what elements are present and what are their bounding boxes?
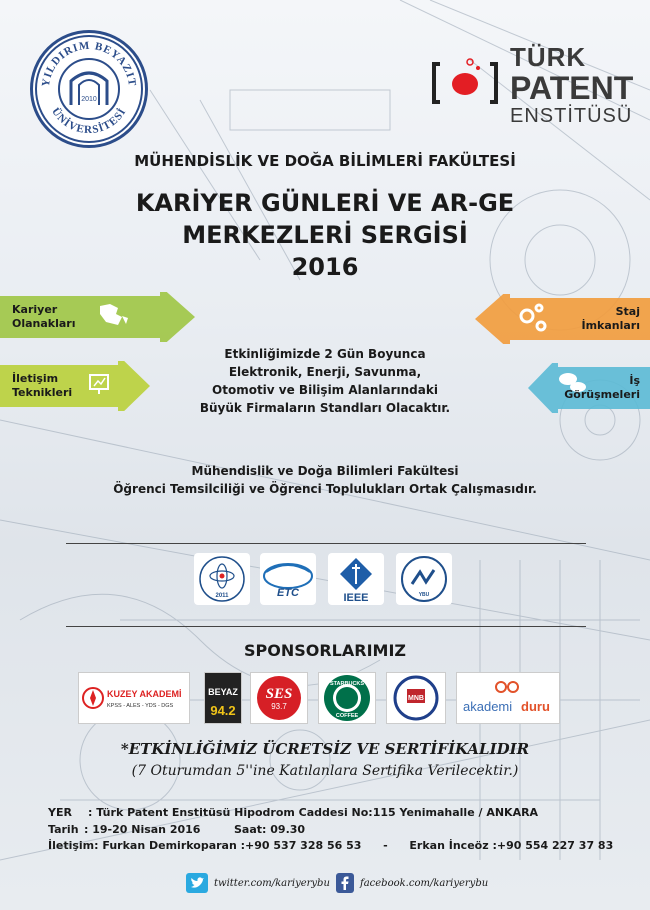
contact-label: İletişim: <box>48 839 99 852</box>
sponsor-beyaz <box>204 672 242 724</box>
partner-line3: ENSTİTÜSÜ <box>510 105 633 127</box>
arrow-staj-line1: Staj <box>615 305 640 318</box>
akademi-part1: akademi <box>463 699 513 714</box>
club-ybu-text: YBU <box>418 592 430 598</box>
contact-row <box>48 838 613 854</box>
faculty-heading: MÜHENDİSLİK VE DOĞA BİLİMLERİ FAKÜLTESİ <box>134 152 516 170</box>
date-label: Tarih <box>48 823 79 836</box>
title-line3: 2016 <box>291 253 359 281</box>
arrow-kariyer-line1: Kariyer <box>12 303 58 316</box>
partner-line2: PATENT <box>510 70 634 106</box>
club-logo-ybu <box>396 553 452 605</box>
siren-icon <box>336 687 358 709</box>
sponsor-ses <box>250 672 308 724</box>
intro-text <box>0 345 650 417</box>
sponsors-heading: SPONSORLARIMIZ <box>243 641 406 660</box>
date-row <box>48 822 305 838</box>
organizers-line: Öğrenci Temsilciliği ve Öğrenci Toplulukları Ortak Çalışmasıdır. <box>113 482 537 496</box>
divider-bottom <box>66 626 586 627</box>
kuzey-name: KUZEY AKADEMİ <box>107 689 182 699</box>
sponsor-seal <box>386 672 446 724</box>
intro-line: Otomotiv ve Bilişim Alanlarındaki <box>212 383 438 397</box>
contact-separator: - <box>383 839 388 852</box>
university-seal-icon <box>33 33 145 145</box>
club-year: 2011 <box>215 593 229 599</box>
free-note: *ETKİNLİĞİMİZ ÜCRETSİZ VE SERTİFİKALIDIR <box>120 740 530 758</box>
club-logo-ieee <box>328 553 384 605</box>
akademi-part2: duru <box>521 699 550 714</box>
arrow-iletisim-line2: Teknikleri <box>12 386 73 399</box>
arrow-is-line2: Görüşmeleri <box>564 388 640 401</box>
time-value: 09.30 <box>270 823 306 836</box>
sponsor-akademi-duru <box>456 672 560 724</box>
place-row <box>48 805 538 821</box>
twitter-handle: twitter.com/kariyerybu <box>214 877 330 889</box>
patent-bracket-icon <box>432 58 502 108</box>
title-line2: MERKEZLERİ SERGİSİ <box>182 221 468 249</box>
contact-2: Erkan İnceöz :+90 554 227 37 83 <box>409 839 614 852</box>
place-value: : Türk Patent Enstitüsü Hipodrom Caddesi No:115 Yenimahalle / ANKARA <box>88 806 539 819</box>
starbucks-name: STARBUCKS <box>329 681 365 687</box>
partner-line1: TÜRK <box>510 42 587 72</box>
sponsor-kuzey-akademi <box>78 672 190 724</box>
sponsor-starbucks <box>318 672 376 724</box>
beyaz-line1: BEYAZ <box>208 687 238 697</box>
club-etc-text: ETC <box>277 587 299 599</box>
owl-icon <box>496 682 506 692</box>
date-value: : 19-20 Nisan 2016 <box>84 823 201 836</box>
certificate-note: (7 Oturumdan 5''ine Katılanlara Sertifika Verilecektir.) <box>131 763 519 779</box>
ses-freq: 93.7 <box>271 702 287 711</box>
organizers-text <box>0 462 650 498</box>
intro-line: Etkinliğimizde 2 Gün Boyunca <box>224 347 426 361</box>
starbucks-sub: COFFEE <box>335 713 359 719</box>
university-top-text: YILDIRIM BEYAZIT <box>39 39 139 88</box>
arrow-kariyer-line2: Olanakları <box>12 317 76 330</box>
ses-name: SES <box>265 686 293 702</box>
facebook-link[interactable] <box>336 872 488 894</box>
university-year: 2010 <box>81 96 97 103</box>
twitter-icon <box>186 873 208 893</box>
arrow-kariyer <box>0 292 195 342</box>
arrow-staj-line2: İmkanları <box>581 319 640 332</box>
arrow-iletisim-line1: İletişim <box>12 372 59 385</box>
club-logo-etc <box>260 553 316 605</box>
beyaz-line2: 94.2 <box>210 703 236 718</box>
arrow-is-line1: İş <box>629 374 640 387</box>
kuzey-sub: KPSS - ALES - YDS - DGS <box>107 703 174 709</box>
place-label: YER <box>48 806 72 819</box>
seal-text: MNB <box>408 695 424 702</box>
club-logo-science <box>194 553 250 605</box>
facebook-handle: facebook.com/kariyerybu <box>360 877 489 889</box>
organizers-line: Mühendislik ve Doğa Bilimleri Fakültesi <box>191 464 459 478</box>
club-ieee-text: IEEE <box>343 592 369 604</box>
university-bottom-text: ÜNİVERSİTESİ <box>49 105 129 137</box>
turk-patent-logo <box>432 40 632 130</box>
arrow-staj <box>475 294 650 344</box>
divider-top <box>66 543 586 544</box>
university-logo <box>30 30 148 148</box>
title-line1: KARİYER GÜNLERİ VE AR-GE <box>135 189 515 217</box>
contact-1: Furkan Demirkoparan :+90 537 328 56 53 <box>102 839 362 852</box>
event-title <box>0 187 650 283</box>
intro-line: Büyük Firmaların Standları Olacaktır. <box>199 401 451 415</box>
time-label: Saat: <box>234 823 267 836</box>
intro-line: Elektronik, Enerji, Savunma, <box>228 365 422 379</box>
twitter-link[interactable] <box>186 872 330 894</box>
facebook-icon <box>336 873 354 893</box>
